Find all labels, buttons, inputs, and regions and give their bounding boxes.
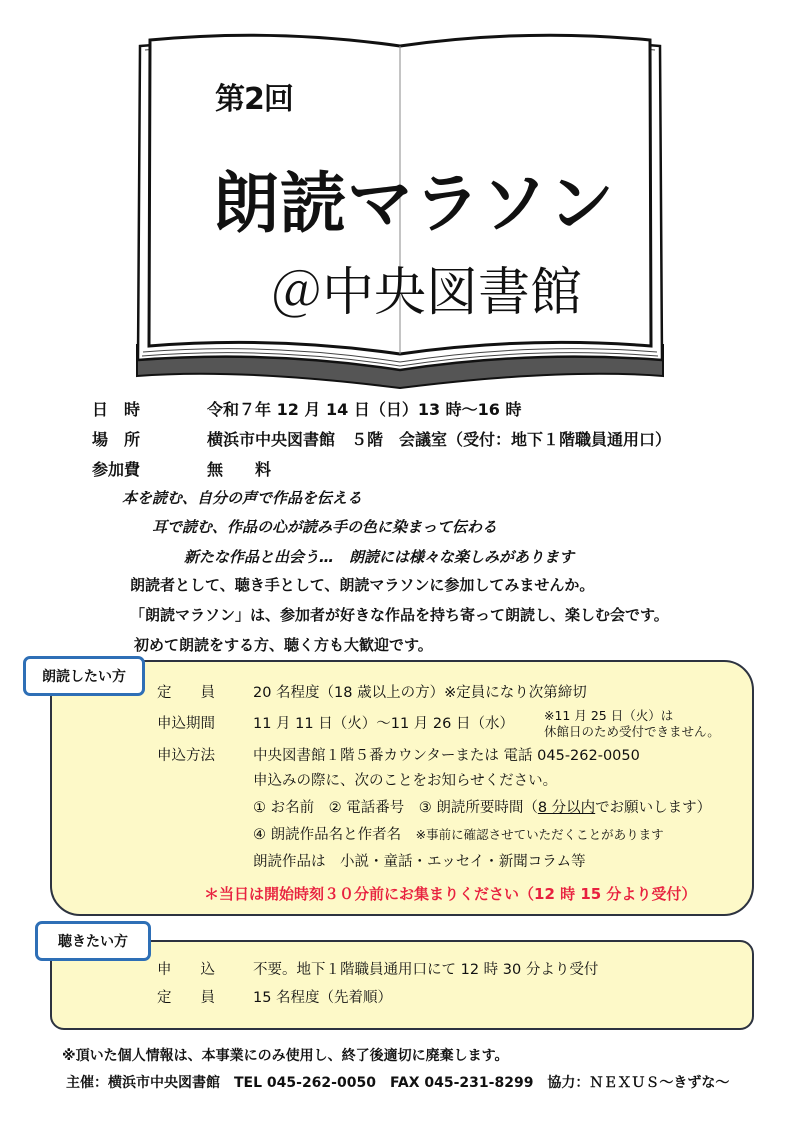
required-items-text: でお願いします） [595, 800, 712, 816]
listeners-tab: 聴きたい方 [35, 921, 151, 961]
listeners-section [50, 940, 754, 1030]
method-value: 中央図書館１階５番カウンターまたは 電話 045-262-0050 [253, 748, 640, 764]
organizer-line: 主催：横浜市中央図書館 TEL 045-262-0050 FAX 045-231-8299 協力：ＮＥＸＵＳ～きずな～ [66, 1075, 730, 1091]
required-items-text: ④ 朗読作品名と作者名 [253, 827, 402, 843]
arrival-notice: ＊当日は開始時刻３０分前にお集まりください（12 時 15 分より受付） [204, 885, 697, 903]
edition-label: 第2回 [215, 82, 293, 117]
period-label: 申込期間 [157, 716, 215, 732]
fee-value: 無 料 [207, 460, 272, 479]
intro-line: 初めて朗読をする方、聴く方も大歓迎です。 [134, 636, 433, 654]
apply-value: 不要。地下１階職員通用口にて 12 時 30 分より受付 [253, 962, 599, 978]
venue-title: ＠中央図書館 [270, 263, 583, 323]
required-items [253, 823, 664, 844]
required-items-text: ① お名前 ② 電話番号 ③ 朗読所要時間（ [253, 800, 538, 816]
genres: 朗読作品は 小説・童話・エッセイ・新聞コラム等 [253, 854, 586, 870]
required-items [253, 796, 711, 817]
listeners-capacity-label: 定 員 [157, 990, 215, 1006]
capacity-value: 20 名程度（18 歳以上の方）※定員になり次第締切 [253, 685, 587, 701]
period-note: 休館日のため受付できません。 [544, 724, 720, 739]
period-value: 11 月 11 日（火）～11 月 26 日（水） [253, 716, 514, 732]
date-value: 令和７年 12 月 14 日（日）13 時～16 時 [207, 400, 522, 419]
intro-line: 「朗読マラソン」は、参加者が好きな作品を持ち寄って朗読し、楽しむ会です。 [130, 606, 669, 624]
readers-tab: 朗読したい方 [23, 656, 145, 696]
intro-line: 新たな作品と出会う… 朗読には様々な楽しみがあります [184, 548, 575, 566]
method-instruction: 申込みの際に、次のことをお知らせください。 [253, 773, 558, 789]
confirmation-note: ※事前に確認させていただくことがあります [415, 827, 664, 842]
intro-line: 耳で読む、作品の心が読み手の色に染まって伝わる [152, 518, 498, 536]
method-label: 申込方法 [157, 748, 215, 764]
time-limit: 8 分以内 [537, 800, 596, 816]
fee-label: 参加費 [92, 460, 141, 479]
intro-line: 朗読者として、聴き手として、朗読マラソンに参加してみませんか。 [130, 576, 595, 594]
period-note: ※11 月 25 日（火）は [544, 708, 674, 723]
date-label: 日 時 [92, 400, 141, 419]
place-value: 横浜市中央図書館 ５階 会議室（受付：地下１階職員通用口） [207, 430, 672, 449]
event-title: 朗読マラソン [213, 165, 615, 242]
place-label: 場 所 [92, 430, 141, 449]
apply-label: 申 込 [157, 962, 215, 978]
capacity-label: 定 員 [157, 685, 215, 701]
intro-line: 本を読む、自分の声で作品を伝える [122, 489, 363, 507]
listeners-capacity-value: 15 名程度（先着順） [253, 990, 393, 1006]
privacy-note: ※頂いた個人情報は、本事業にのみ使用し、終了後適切に廃棄します。 [62, 1048, 509, 1064]
